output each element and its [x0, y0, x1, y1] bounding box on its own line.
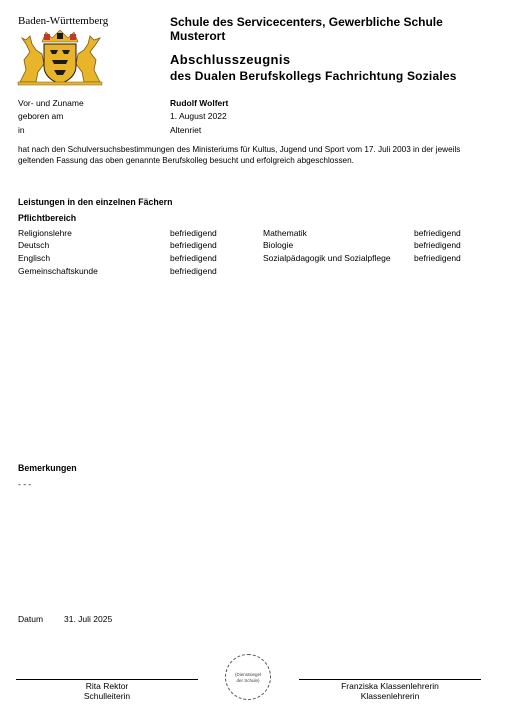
subject-name: Deutsch	[18, 240, 50, 250]
state-name: Baden-Württemberg	[18, 15, 109, 27]
teacher-name: Franziska Klassenlehrerin	[341, 681, 439, 691]
seal-caption-line2: der Schule)	[236, 677, 260, 683]
subject-grade: befriedigend	[170, 228, 217, 238]
subject-name: Mathematik	[263, 228, 307, 238]
date-value: 31. Juli 2025	[64, 614, 113, 624]
grades-section-title: Leistungen in den einzelnen Fächern	[18, 197, 173, 207]
birthdate-value: 1. August 2022	[170, 111, 227, 121]
subject-name: Englisch	[18, 253, 51, 263]
signature-line-principal	[16, 679, 198, 680]
subject-name: Gemeinschaftskunde	[18, 266, 98, 276]
subject-grade: befriedigend	[170, 240, 217, 250]
principal-role: Schulleiterin	[83, 691, 131, 701]
student-name: Rudolf Wolfert	[170, 98, 229, 108]
subject-name: Religionslehre	[18, 228, 72, 238]
subject-grade: befriedigend	[414, 253, 461, 263]
grades-category: Pflichtbereich	[18, 213, 77, 223]
date-label: Datum	[18, 614, 44, 624]
document-subtitle: des Dualen Berufskollegs Fachrichtung Soziales	[170, 69, 457, 83]
teacher-role: Klassenlehrerin	[360, 691, 420, 701]
remarks-title: Bemerkungen	[18, 463, 77, 473]
coat-of-arms-icon	[16, 30, 104, 86]
name-label: Vor- und Zuname	[18, 98, 84, 108]
subject-grade: befriedigend	[414, 240, 461, 250]
subject-grade: befriedigend	[414, 228, 461, 238]
school-name: Schule des Servicecenters, Gewerbliche Schule	[170, 15, 443, 29]
birthplace-value: Altenriet	[170, 125, 202, 135]
birthplace-label: in	[18, 125, 25, 135]
seal-caption-line1: (Dienstsiegel	[234, 672, 261, 677]
subject-name: Sozialpädagogik und Sozialpflege	[263, 253, 391, 263]
subject-name: Biologie	[263, 240, 294, 250]
remarks-text: - - -	[18, 479, 32, 489]
school-location: Musterort	[170, 29, 226, 43]
statement-paragraph: hat nach den Schulversuchsbestimmungen des Ministeriums für Kultus, Jugend und Sport vom 17. Juli 2003 in der jeweils geltenden Fassung das oben genannte Berufskolleg besucht und erfolgreich abgeschlossen.	[18, 145, 461, 165]
subject-grade: befriedigend	[170, 266, 217, 276]
signature-line-teacher	[299, 679, 481, 680]
principal-name: Rita Rektor	[85, 681, 129, 691]
subject-grade: befriedigend	[170, 253, 217, 263]
birthdate-label: geboren am	[18, 111, 64, 121]
seal-caption	[225, 672, 271, 683]
document-title: Abschlusszeugnis	[170, 52, 291, 67]
